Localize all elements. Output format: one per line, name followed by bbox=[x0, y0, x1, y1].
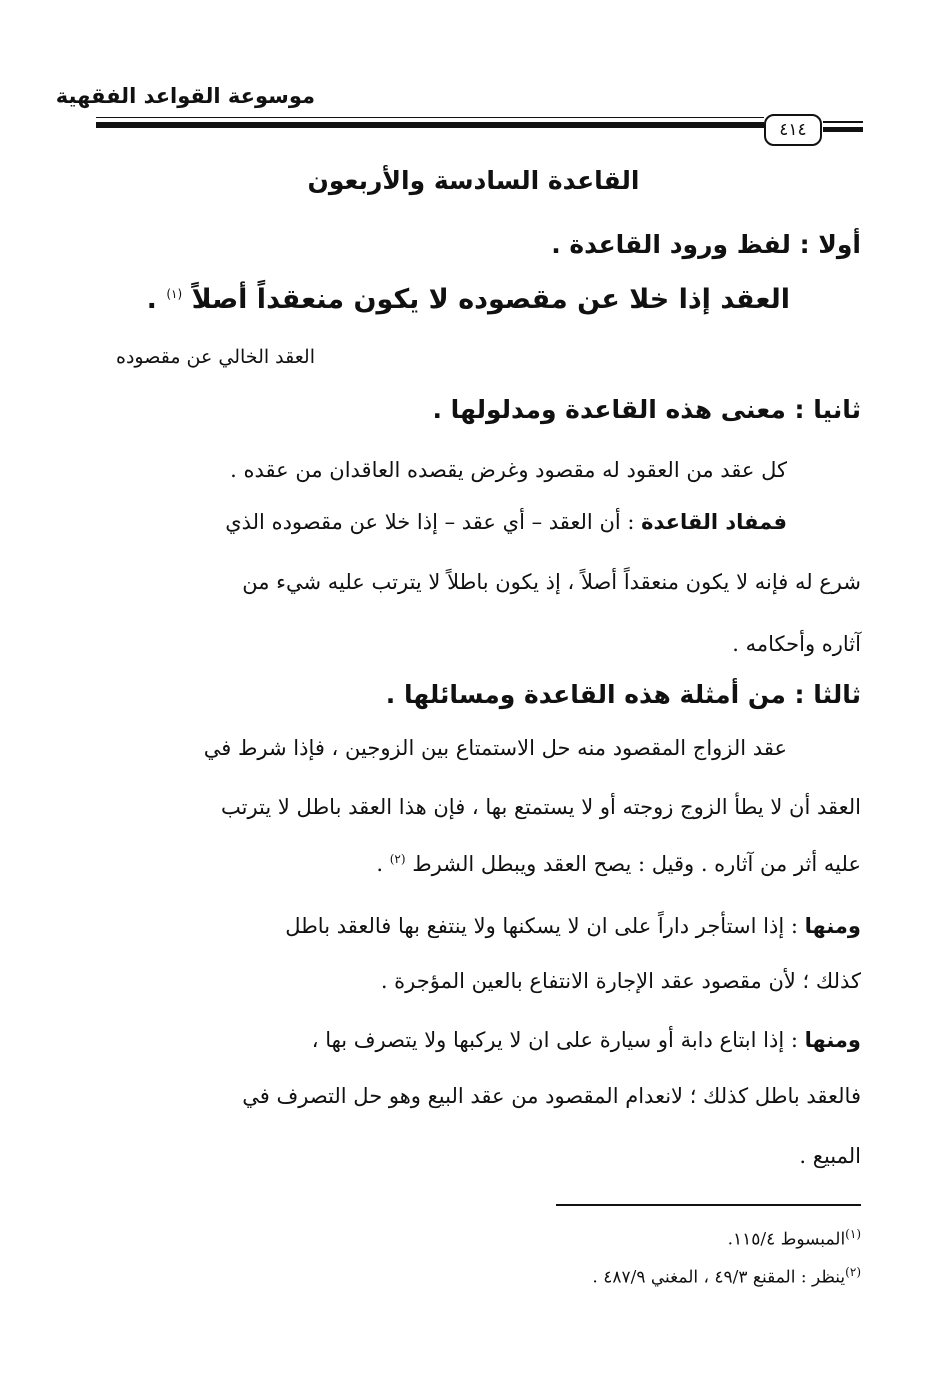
rule-statement-end: . bbox=[146, 284, 157, 315]
meaning-line: آثاره وأحكامه . bbox=[732, 632, 861, 656]
footnote bbox=[728, 1227, 861, 1250]
meaning-label: فمفاد القاعدة bbox=[641, 510, 787, 534]
example-line: فالعقد باطل كذلك ؛ لانعدام المقصود من عقد البيع وهو حل التصرف في bbox=[242, 1084, 861, 1108]
alternate-wording: العقد الخالي عن مقصوده bbox=[116, 346, 315, 368]
example-line: العقد أن لا يطأ الزوج زوجته أو لا يستمتع بها ، فإن هذا العقد باطل لا يترتب bbox=[221, 795, 861, 819]
footnote-number: (٢) bbox=[845, 1265, 861, 1279]
header-rule-thin bbox=[96, 117, 764, 118]
footnote-ref-1: (١) bbox=[166, 287, 183, 301]
footnote-separator bbox=[556, 1204, 861, 1206]
header-rule-right bbox=[823, 127, 863, 132]
running-title: موسوعة القواعد الفقهية bbox=[55, 84, 315, 108]
example-label: ومنها bbox=[804, 914, 861, 938]
example-line bbox=[312, 1028, 861, 1052]
page-number-text: ٤١٤ bbox=[779, 120, 807, 140]
example-text: عليه أثر من آثاره . وقيل : يصح العقد ويبطل الشرط bbox=[412, 852, 861, 876]
example-text: : إذا استأجر داراً على ان لا يسكنها ولا ينتفع بها فالعقد باطل bbox=[285, 914, 805, 938]
meaning-line: شرع له فإنه لا يكون منعقداً أصلاً ، إذ يكون باطلاً لا يترتب عليه شيء من bbox=[242, 570, 861, 594]
footnote-number: (١) bbox=[845, 1227, 861, 1241]
example-line bbox=[376, 852, 861, 876]
header-rule-right-thin bbox=[823, 121, 863, 123]
footnote bbox=[592, 1265, 861, 1288]
section-heading-wording: أولا : لفظ ورود القاعدة . bbox=[551, 230, 861, 259]
page-title: القاعدة السادسة والأربعون bbox=[307, 166, 640, 195]
section-heading-examples: ثالثا : من أمثلة هذه القاعدة ومسائلها . bbox=[385, 680, 861, 709]
header-rule bbox=[96, 122, 764, 128]
rule-statement bbox=[147, 284, 790, 315]
definition-paragraph: كل عقد من العقود له مقصود وغرض يقصده العاقدان من عقده . bbox=[230, 458, 787, 482]
footnote-text: ينظر : المقنع ٤٩/٣ ، المغني ٤٨٧/٩ . bbox=[592, 1267, 846, 1288]
footnote-text: المبسوط ١١٥/٤. bbox=[727, 1229, 846, 1250]
page-number bbox=[764, 114, 822, 146]
meaning-line bbox=[225, 510, 787, 534]
example-line: المبيع . bbox=[799, 1144, 861, 1168]
meaning-text: : أن العقد – أي عقد – إذا خلا عن مقصوده الذي bbox=[225, 510, 642, 534]
example-text: : إذا ابتاع دابة أو سيارة على ان لا يركبها ولا يتصرف بها ، bbox=[311, 1028, 805, 1052]
example-line: عقد الزواج المقصود منه حل الاستمتاع بين الزوجين ، فإذا شرط في bbox=[203, 736, 787, 760]
example-label: ومنها bbox=[804, 1028, 861, 1052]
example-end: . bbox=[376, 852, 390, 876]
rule-statement-text: العقد إذا خلا عن مقصوده لا يكون منعقداً أصلاً bbox=[191, 284, 790, 315]
section-heading-meaning: ثانيا : معنى هذه القاعدة ومدلولها . bbox=[432, 395, 861, 424]
footnote-ref-2: (٢) bbox=[389, 852, 406, 866]
example-line: كذلك ؛ لأن مقصود عقد الإجارة الانتفاع بالعين المؤجرة . bbox=[380, 969, 861, 993]
example-line bbox=[285, 914, 861, 938]
